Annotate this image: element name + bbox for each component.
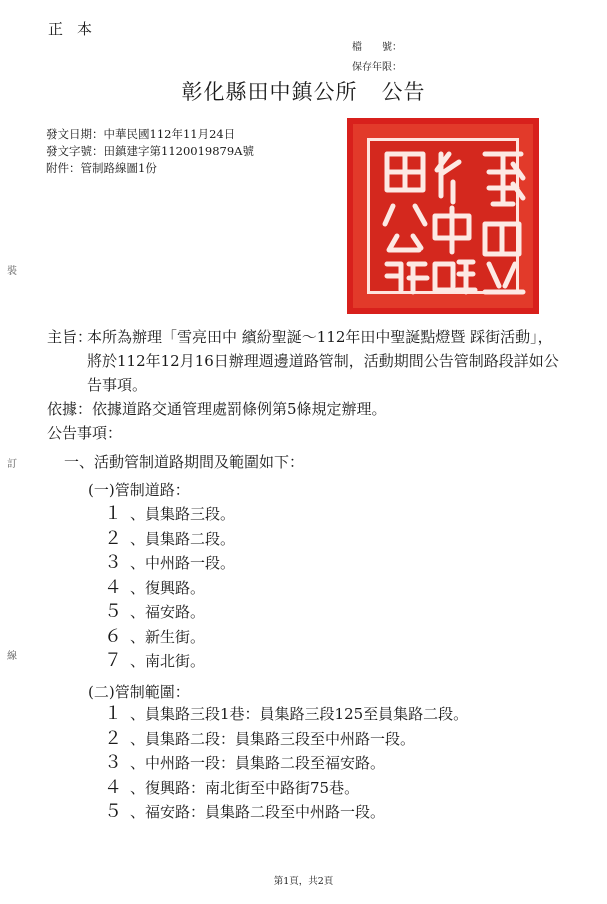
item-number: ２ [104, 727, 122, 749]
item-number: １ [104, 703, 122, 724]
seal-glyphs [353, 124, 545, 320]
subject-block [47, 325, 587, 397]
item-number: ３ [104, 552, 122, 573]
item-text: 、南北街。 [130, 652, 206, 670]
item-text: 、福安路。 [130, 603, 206, 621]
section-1-heading: 一、活動管制道路期間及範圍如下： [64, 453, 305, 471]
item-number: ７ [104, 650, 122, 671]
item-text: 、員集路三段1巷：員集路三段125至員集路二段。 [130, 705, 469, 723]
basis-text: 依據：依據道路交通管理處罰條例第5條規定辦理。 [47, 400, 387, 418]
list-item [104, 600, 235, 625]
item-text: 、員集路二段：員集路三段至中州路一段。 [130, 729, 416, 748]
list-item [104, 800, 468, 825]
item-number: ３ [104, 752, 122, 773]
document-number: 發文字號：田鎮建字第1120019879A號 [46, 144, 254, 158]
list-item [104, 702, 468, 727]
item-text: 、復興路：南北街至中路街75巷。 [130, 778, 360, 797]
item-text: 、中州路一段。 [130, 554, 236, 572]
control-range-list [104, 702, 468, 825]
list-item [104, 776, 468, 801]
item-number: ４ [104, 776, 122, 798]
page-footer: 第1頁，共2頁 [273, 876, 334, 887]
list-item [104, 527, 235, 552]
retention-label: 保存年限： [352, 62, 402, 73]
margin-label-line: 線 [7, 651, 17, 662]
subject-label: 主旨： [47, 328, 93, 346]
controlled-roads-list [104, 502, 235, 674]
item-number: ５ [104, 601, 122, 622]
list-item [104, 502, 235, 527]
copy-mark: 正本 [48, 20, 107, 38]
item-number: ４ [104, 576, 122, 598]
item-text: 、員集路二段。 [130, 529, 236, 548]
margin-label-bind: 裝 [7, 266, 17, 277]
issue-date: 發文日期：中華民國112年11月24日 [46, 127, 236, 141]
official-seal [347, 118, 539, 314]
item-text: 、員集路三段。 [130, 505, 236, 523]
item-text: 、復興路。 [130, 578, 206, 597]
item-text: 、中州路一段：員集路二段至福安路。 [130, 754, 386, 772]
announcement-items-heading: 公告事項： [47, 424, 123, 442]
subsection-2-heading: (二)管制範圍： [88, 683, 190, 701]
agency-name: 彰化縣田中鎮公所 [181, 80, 358, 104]
item-text: 、新生街。 [130, 627, 206, 646]
item-number: ５ [104, 801, 122, 822]
list-item [104, 649, 235, 674]
margin-label-staple: 訂 [7, 459, 17, 470]
item-number: ６ [104, 625, 122, 647]
list-item [104, 751, 468, 776]
subject-text: 本所為辦理「雪亮田中 繽紛聖誕～112年田中聖誕點燈暨 踩街活動」，將於112年12月16日辦理週邊道路管制，活動期間公告管制路段詳如公告事項。 [87, 328, 559, 394]
list-item [104, 576, 235, 601]
item-text: 、福安路：員集路二段至中州路一段。 [130, 803, 386, 821]
subsection-1-heading: (一)管制道路： [88, 481, 190, 499]
list-item [104, 727, 468, 752]
item-number: ２ [104, 527, 122, 549]
file-number-label: 檔 號： [352, 42, 402, 53]
document-type: 公告 [381, 80, 426, 104]
attachment: 附件：管制路線圖1份 [46, 161, 157, 175]
list-item [104, 625, 235, 650]
list-item [104, 551, 235, 576]
item-number: １ [104, 503, 122, 524]
document-title [0, 76, 607, 106]
